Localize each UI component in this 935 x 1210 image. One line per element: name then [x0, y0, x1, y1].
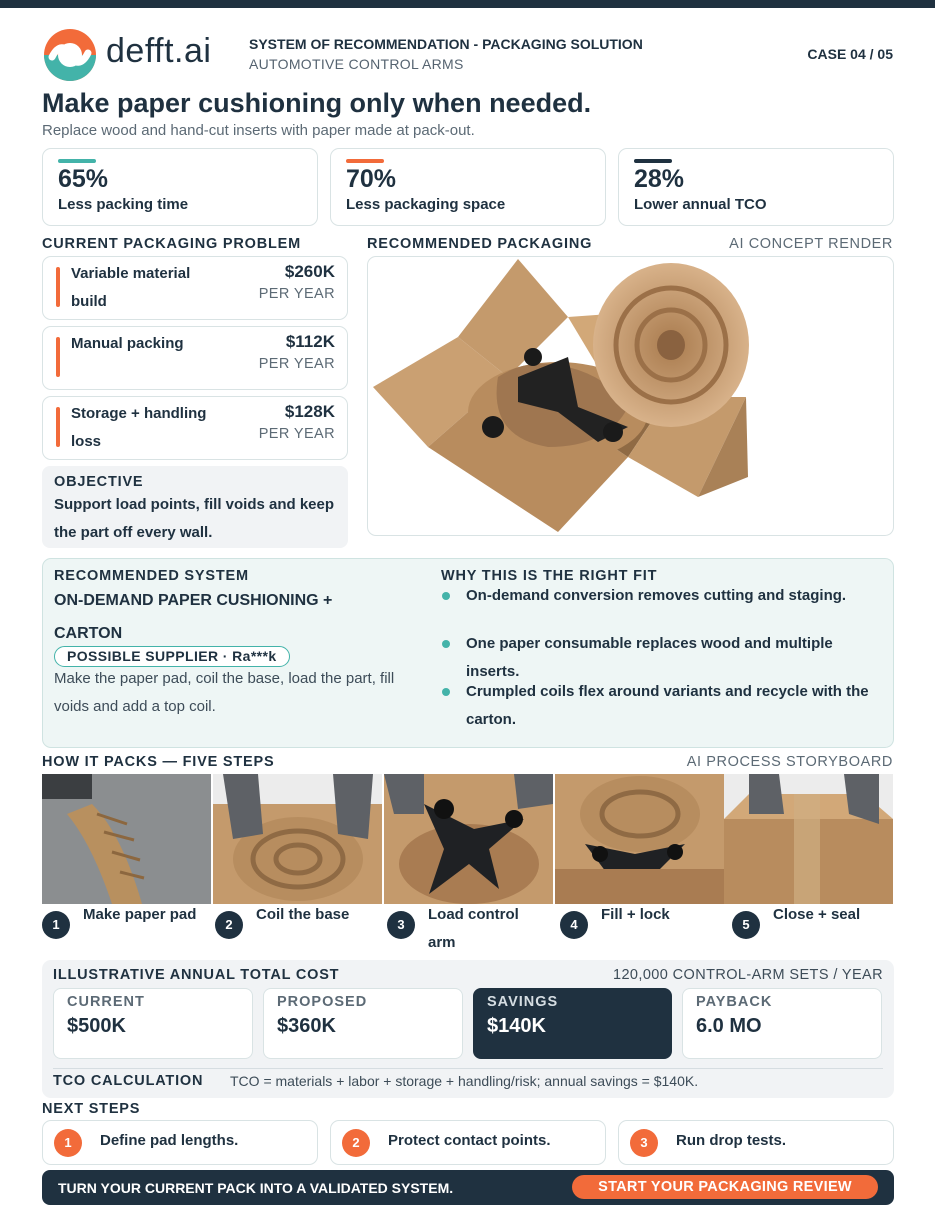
steps-tag: AI PROCESS STORYBOARD: [686, 754, 893, 770]
tco-title: ILLUSTRATIVE ANNUAL TOTAL COST: [53, 967, 340, 983]
tco-calc-text: TCO = materials + labor + storage + handling/risk; annual savings = $140K.: [230, 1073, 699, 1089]
problem-period: PER YEAR: [258, 426, 335, 442]
stat-card-tco: [618, 148, 894, 226]
tco-divider: [53, 1068, 883, 1069]
stat-card-packing-time: [42, 148, 318, 226]
next-step-card-1: [42, 1120, 318, 1165]
tco-card-savings: [473, 988, 672, 1059]
tco-card-value: 6.0 MO: [696, 1015, 762, 1037]
why-fit-item: Crumpled coils flex around variants and recycle with the carton.: [466, 683, 869, 728]
box-render-illustration: [368, 257, 894, 536]
problem-card-storage: [42, 396, 348, 460]
step-3-image: [384, 774, 553, 904]
problem-name: Manual packing: [71, 335, 184, 352]
supplier-badge: POSSIBLE SUPPLIER · Ra***k: [54, 646, 290, 667]
problem-name: Variable material build: [71, 265, 191, 310]
problem-stripe: [56, 267, 60, 307]
header-subtitle: AUTOMOTIVE CONTROL ARMS: [249, 56, 464, 72]
top-bar: [0, 0, 935, 8]
tco-panel: [42, 960, 894, 1098]
step-4-image: [555, 774, 724, 904]
tco-calc-label: TCO CALCULATION: [53, 1073, 204, 1089]
next-steps-title: NEXT STEPS: [42, 1101, 141, 1117]
tco-card-key: SAVINGS: [487, 994, 559, 1010]
step-label: Fill + lock: [601, 906, 670, 923]
objective-box: [42, 466, 348, 548]
stat-value: 28%: [634, 165, 685, 193]
tco-card-value: $360K: [277, 1015, 336, 1037]
step-label: Close + seal: [773, 906, 861, 923]
recommended-system-name: ON-DEMAND PAPER CUSHIONING + CARTON: [54, 592, 333, 642]
step-1-image: [42, 774, 211, 904]
step-number-badge: 5: [732, 911, 760, 939]
stat-value: 70%: [346, 165, 397, 193]
case-number: CASE 04 / 05: [807, 46, 893, 62]
bullet-icon: [442, 688, 450, 696]
tco-volume: 120,000 CONTROL-ARM SETS / YEAR: [613, 967, 883, 983]
stat-label: Lower annual TCO: [634, 196, 767, 213]
page-title: Make paper cushioning only when needed.: [42, 88, 592, 118]
why-fit-item: On-demand conversion removes cutting and staging.: [466, 587, 847, 604]
step-number-badge: 2: [215, 911, 243, 939]
next-step-card-2: [330, 1120, 606, 1165]
stat-card-packaging-space: [330, 148, 606, 226]
problem-name: Storage + handling loss: [71, 405, 207, 450]
step-number-badge: 4: [560, 911, 588, 939]
problem-section-title: CURRENT PACKAGING PROBLEM: [42, 236, 301, 252]
problem-card-manual: [42, 326, 348, 390]
problem-period: PER YEAR: [258, 356, 335, 372]
step-label: Load control arm: [428, 906, 519, 951]
problem-amount: $128K: [284, 402, 335, 421]
next-step-text: Define pad lengths.: [100, 1132, 239, 1149]
page-subtitle: Replace wood and hand-cut inserts with paper made at pack-out.: [42, 122, 475, 139]
cta-bar: [42, 1170, 894, 1205]
problem-period: PER YEAR: [258, 286, 335, 302]
defft-logo-icon: [42, 27, 98, 83]
problem-stripe: [56, 407, 60, 447]
bullet-icon: [442, 640, 450, 648]
tco-card-key: PAYBACK: [696, 994, 773, 1010]
next-step-text: Protect contact points.: [388, 1132, 551, 1149]
cta-text: TURN YOUR CURRENT PACK INTO A VALIDATED SYSTEM.: [58, 1180, 454, 1196]
next-step-card-3: [618, 1120, 894, 1165]
next-step-text: Run drop tests.: [676, 1132, 787, 1149]
stat-accent-bar: [634, 159, 672, 163]
tco-card-payback: [682, 988, 882, 1059]
step-5-image: [724, 774, 893, 904]
tco-card-key: CURRENT: [67, 994, 145, 1010]
next-step-badge: 1: [54, 1129, 82, 1157]
recommended-description: Make the paper pad, coil the base, load the part, fill voids and add a top coil.: [54, 670, 395, 715]
recommended-system-title: RECOMMENDED SYSTEM: [54, 568, 249, 584]
step-label: Make paper pad: [83, 906, 197, 923]
objective-title: OBJECTIVE: [54, 474, 144, 490]
stat-accent-bar: [346, 159, 384, 163]
steps-section-title: HOW IT PACKS — FIVE STEPS: [42, 754, 275, 770]
problem-amount: $260K: [284, 262, 335, 281]
problem-stripe: [56, 337, 60, 377]
tco-card-key: PROPOSED: [277, 994, 368, 1010]
stat-accent-bar: [58, 159, 96, 163]
recommendation-panel: [42, 558, 894, 748]
step-number-badge: 3: [387, 911, 415, 939]
step-number-badge: 1: [42, 911, 70, 939]
tco-card-value: $500K: [67, 1015, 126, 1037]
render-section-title: RECOMMENDED PACKAGING: [367, 236, 593, 252]
next-step-badge: 3: [630, 1129, 658, 1157]
why-fit-item: One paper consumable replaces wood and multiple inserts.: [466, 635, 833, 680]
problem-card-material: [42, 256, 348, 320]
step-2-image: [213, 774, 382, 904]
start-review-button[interactable]: START YOUR PACKAGING REVIEW: [572, 1175, 878, 1199]
stat-label: Less packing time: [58, 196, 189, 213]
why-fit-title: WHY THIS IS THE RIGHT FIT: [441, 568, 658, 584]
packaging-render-image: [367, 256, 894, 536]
step-label: Coil the base: [256, 906, 350, 923]
stat-value: 65%: [58, 165, 109, 193]
problem-amount: $112K: [285, 332, 335, 351]
next-step-badge: 2: [342, 1129, 370, 1157]
tco-card-value: $140K: [487, 1015, 546, 1037]
header-system-title: SYSTEM OF RECOMMENDATION - PACKAGING SOLUTION: [249, 36, 643, 52]
tco-card-proposed: [263, 988, 463, 1059]
bullet-icon: [442, 592, 450, 600]
tco-card-current: [53, 988, 253, 1059]
brand-name: defft.ai: [106, 32, 212, 70]
render-tag: AI CONCEPT RENDER: [729, 236, 893, 252]
stat-label: Less packaging space: [346, 196, 506, 213]
objective-text: Support load points, fill voids and keep the part off every wall.: [54, 496, 335, 541]
